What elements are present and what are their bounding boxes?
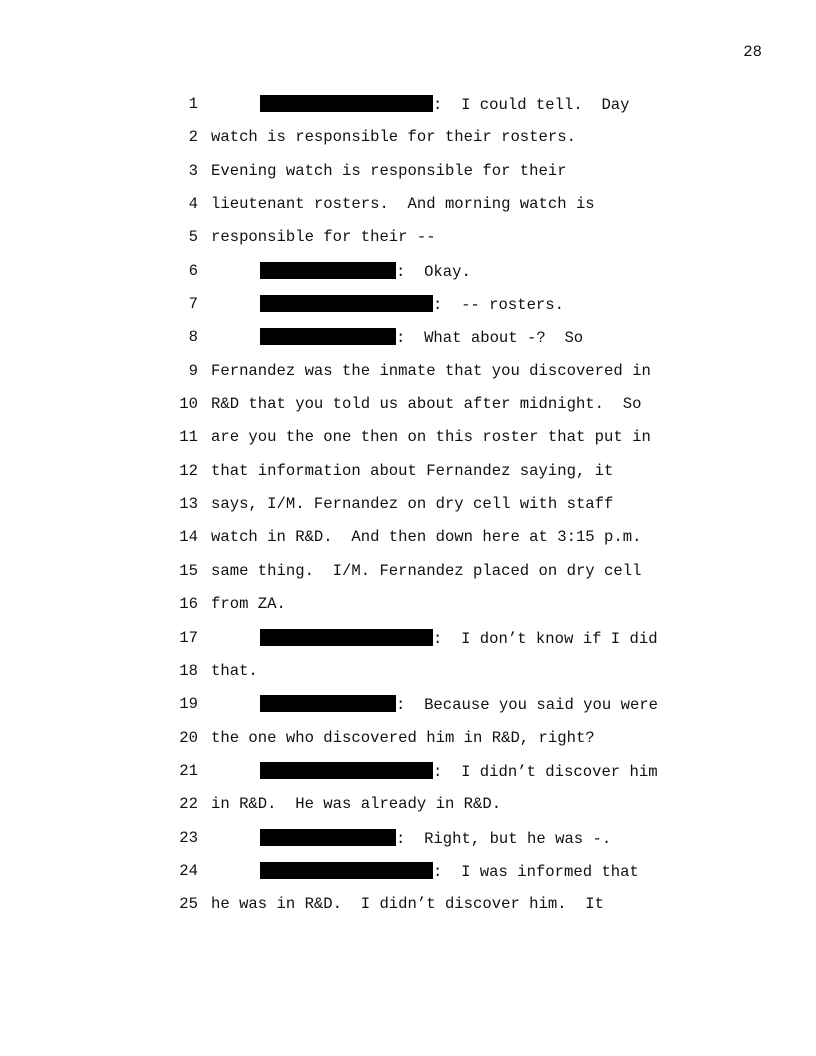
line-content: from ZA. (211, 595, 286, 614)
line-number: 2 (188, 128, 198, 147)
transcript-line (0, 687, 816, 720)
transcript-line (0, 621, 816, 654)
line-number: 22 (179, 795, 198, 814)
line-number: 14 (179, 528, 198, 547)
line-text (260, 262, 471, 281)
line-number: 21 (179, 761, 198, 780)
line-text (211, 362, 651, 380)
line-number: 5 (188, 228, 198, 247)
line-content: R&D that you told us about after midnight. So (211, 395, 642, 414)
transcript-line (0, 887, 816, 920)
line-number: 12 (179, 461, 198, 480)
redacted-speaker-name (260, 862, 433, 879)
transcript-line (0, 420, 816, 453)
line-text (260, 829, 611, 848)
line-number: 1 (188, 95, 198, 113)
transcript-line (0, 454, 816, 487)
line-content: : I don’t know if I did (433, 629, 658, 648)
line-content: in R&D. He was already in R&D. (211, 795, 502, 814)
line-text (211, 228, 436, 246)
line-number: 20 (179, 728, 198, 747)
line-text (260, 95, 630, 114)
line-text (211, 528, 641, 546)
redacted-speaker-name (260, 629, 433, 646)
line-content: : Because you said you were (396, 696, 659, 715)
transcript-line (0, 487, 816, 520)
transcript-line (0, 654, 816, 687)
transcript-line (0, 87, 816, 120)
page-number: 28 (743, 43, 762, 61)
line-number: 18 (179, 661, 198, 680)
transcript-line (0, 387, 816, 420)
transcript-line (0, 220, 816, 253)
line-content: Evening watch is responsible for their (211, 161, 567, 180)
line-text (211, 128, 576, 146)
transcript-line (0, 354, 816, 387)
line-text (211, 462, 613, 480)
line-content: the one who discovered him in R&D, right? (211, 728, 595, 747)
line-content: : Okay. (396, 262, 471, 281)
transcript-line (0, 520, 816, 553)
line-text (211, 195, 595, 213)
line-content: that information about Fernandez saying, it (211, 461, 614, 480)
line-content: Fernandez was the inmate that you discovered in (211, 361, 651, 380)
redacted-speaker-name (260, 829, 396, 846)
line-number: 4 (188, 195, 198, 214)
line-content: same thing. I/M. Fernandez placed on dry cell (211, 561, 642, 580)
line-text (211, 562, 641, 580)
line-content: : I didn’t discover him (433, 762, 658, 781)
line-text (211, 895, 604, 913)
transcript-line (0, 587, 816, 620)
transcript-line (0, 154, 816, 187)
transcript-line (0, 854, 816, 887)
line-content: : I could tell. Day (433, 96, 630, 114)
line-text (260, 629, 658, 648)
line-number: 6 (188, 261, 198, 280)
line-text (211, 428, 651, 446)
transcript-line (0, 554, 816, 587)
line-number: 24 (179, 861, 198, 880)
line-content: lieutenant rosters. And morning watch is (211, 195, 595, 214)
line-text (211, 662, 258, 680)
line-number: 17 (179, 628, 198, 647)
line-number: 13 (179, 495, 198, 514)
line-number: 16 (179, 595, 198, 614)
line-number: 11 (179, 428, 198, 447)
redacted-speaker-name (260, 695, 396, 712)
line-number: 23 (179, 828, 198, 847)
line-number: 8 (188, 328, 198, 347)
line-content: : I was informed that (433, 862, 639, 881)
transcript-line (0, 254, 816, 287)
line-content: that. (211, 661, 258, 680)
line-content: : Right, but he was -. (396, 829, 612, 848)
line-content: says, I/M. Fernandez on dry cell with staff (211, 495, 614, 514)
line-text (260, 295, 564, 314)
line-number: 3 (188, 161, 198, 180)
redacted-speaker-name (260, 762, 433, 779)
redacted-speaker-name (260, 295, 433, 312)
line-content: he was in R&D. I didn’t discover him. It (211, 895, 605, 914)
line-text (260, 328, 583, 347)
line-number: 25 (179, 895, 198, 914)
transcript-line (0, 721, 816, 754)
line-text (211, 795, 501, 813)
redacted-speaker-name (260, 328, 396, 345)
transcript-line (0, 787, 816, 820)
line-number: 9 (188, 361, 198, 380)
line-number: 10 (179, 395, 198, 414)
line-content: : What about -? So (396, 329, 584, 348)
line-text (211, 595, 286, 613)
line-text (211, 162, 567, 180)
redacted-speaker-name (260, 262, 396, 279)
line-text (211, 729, 595, 747)
transcript-line (0, 320, 816, 353)
line-text (260, 762, 658, 781)
line-text (211, 495, 613, 513)
line-text (211, 395, 641, 413)
line-number: 7 (188, 295, 198, 314)
redacted-speaker-name (260, 95, 433, 112)
line-content: : -- rosters. (433, 296, 565, 315)
transcript-body (0, 87, 816, 921)
transcript-line (0, 287, 816, 320)
line-number: 19 (179, 695, 198, 714)
transcript-line (0, 187, 816, 220)
transcript-line (0, 754, 816, 787)
line-content: watch is responsible for their rosters. (211, 128, 576, 147)
line-text (260, 695, 658, 714)
line-content: responsible for their -- (211, 228, 436, 247)
transcript-line (0, 120, 816, 153)
line-number: 15 (179, 561, 198, 580)
line-text (260, 862, 639, 881)
transcript-line (0, 821, 816, 854)
line-content: are you the one then on this roster that put in (211, 428, 651, 447)
line-content: watch in R&D. And then down here at 3:15 p.m. (211, 528, 642, 547)
